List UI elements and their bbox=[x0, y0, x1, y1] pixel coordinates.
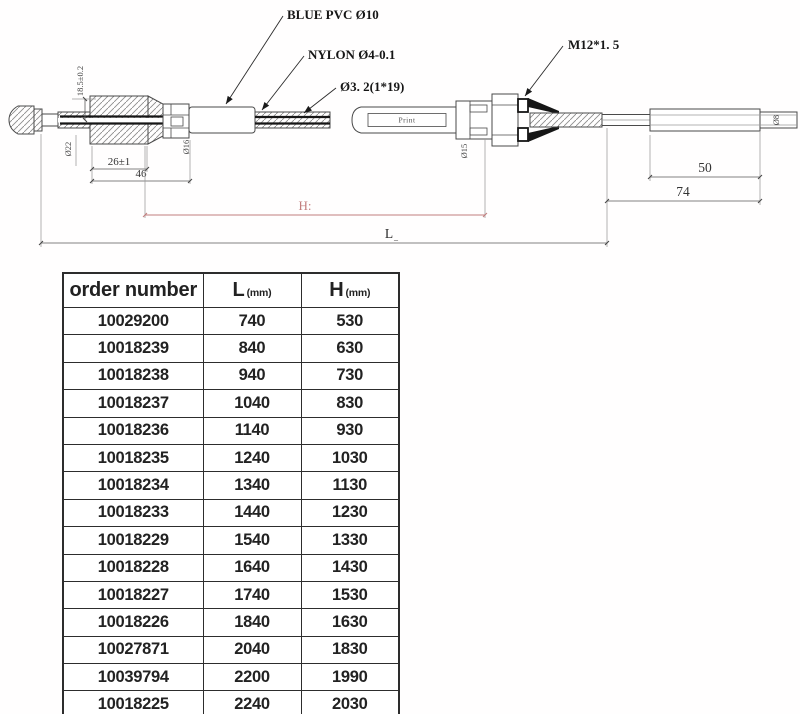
order-number-cell: 10018229 bbox=[63, 527, 203, 554]
l-value-cell: 1140 bbox=[203, 417, 301, 444]
dim-tube-length bbox=[650, 131, 760, 205]
cable-strand-label: Ø3. 2(1*19) bbox=[340, 79, 405, 94]
table-row bbox=[63, 636, 399, 663]
table-row bbox=[63, 417, 399, 444]
cable-section-right bbox=[530, 113, 650, 127]
order-number-cell: 10029200 bbox=[63, 308, 203, 335]
table-row bbox=[63, 390, 399, 417]
l-value-cell: 1340 bbox=[203, 472, 301, 499]
l-value-cell: 1640 bbox=[203, 554, 301, 581]
l-value-cell: 2240 bbox=[203, 691, 301, 714]
table-row bbox=[63, 581, 399, 608]
order-number-cell: 10018239 bbox=[63, 335, 203, 362]
h-dimension-label: H: bbox=[298, 198, 312, 213]
tube-dia-dim: Ø8 bbox=[771, 114, 781, 126]
table-row bbox=[63, 362, 399, 389]
size-table bbox=[62, 272, 400, 714]
order-number-cell: 10018236 bbox=[63, 417, 203, 444]
dim-housing-length bbox=[92, 140, 190, 184]
table-row bbox=[63, 691, 399, 714]
table-header-row bbox=[63, 273, 399, 308]
order-number-cell: 10018234 bbox=[63, 472, 203, 499]
table-row bbox=[63, 609, 399, 636]
col-header-order-number: order number bbox=[63, 273, 203, 308]
h-value-cell: 1530 bbox=[301, 581, 399, 608]
col-header-h: H (mm) bbox=[301, 273, 399, 308]
order-number-cell: 10018226 bbox=[63, 609, 203, 636]
cable-section-left bbox=[255, 112, 330, 128]
l-value-cell: 1040 bbox=[203, 390, 301, 417]
nylon-label: NYLON Ø4-0.1 bbox=[308, 47, 396, 62]
l-value-cell: 1440 bbox=[203, 499, 301, 526]
table-row bbox=[63, 499, 399, 526]
h-value-cell: 1030 bbox=[301, 444, 399, 471]
h-value-cell: 730 bbox=[301, 362, 399, 389]
h-value-cell: 830 bbox=[301, 390, 399, 417]
l-value-cell: 1740 bbox=[203, 581, 301, 608]
tube-length-value: 50 bbox=[698, 160, 712, 175]
hex-nut bbox=[492, 94, 518, 146]
order-number-cell: 10039794 bbox=[63, 664, 203, 691]
l-value-cell: 2040 bbox=[203, 636, 301, 663]
adjuster-collar bbox=[163, 104, 189, 138]
cable-technical-drawing bbox=[0, 0, 800, 265]
order-number-cell: 10018227 bbox=[63, 581, 203, 608]
l-value-cell: 740 bbox=[203, 308, 301, 335]
pvc-sleeve bbox=[189, 107, 255, 133]
table-row bbox=[63, 554, 399, 581]
slotted-block bbox=[456, 101, 492, 139]
h-value-cell: 630 bbox=[301, 335, 399, 362]
callout-thread bbox=[525, 37, 620, 96]
l-dimension-label: L bbox=[384, 226, 394, 241]
table-row bbox=[63, 472, 399, 499]
order-number-cell: 10027871 bbox=[63, 636, 203, 663]
threaded-rod bbox=[352, 107, 456, 133]
order-number-cell: 10018235 bbox=[63, 444, 203, 471]
h-value-cell: 1330 bbox=[301, 527, 399, 554]
adjuster-dia-dim: Ø16 bbox=[181, 139, 191, 155]
l-value-cell: 2200 bbox=[203, 664, 301, 691]
h-value-cell: 2030 bbox=[301, 691, 399, 714]
l-value-cell: 1240 bbox=[203, 444, 301, 471]
table-row bbox=[63, 664, 399, 691]
table-row bbox=[63, 527, 399, 554]
order-number-cell: 10018237 bbox=[63, 390, 203, 417]
h-value-cell: 1130 bbox=[301, 472, 399, 499]
thread-label: M12*1. 5 bbox=[568, 37, 620, 52]
order-number-cell: 10018228 bbox=[63, 554, 203, 581]
dim-end-length bbox=[607, 128, 760, 247]
dim-h bbox=[145, 139, 485, 218]
col-header-l: L (mm) bbox=[203, 273, 301, 308]
end-length-value: 74 bbox=[676, 184, 690, 199]
h-value-cell: 1630 bbox=[301, 609, 399, 636]
l-value-cell: 1540 bbox=[203, 527, 301, 554]
h-value-cell: 1830 bbox=[301, 636, 399, 663]
l-value-cell: 840 bbox=[203, 335, 301, 362]
order-number-cell: 10018225 bbox=[63, 691, 203, 714]
h-value-cell: 1230 bbox=[301, 499, 399, 526]
table-row bbox=[63, 335, 399, 362]
h-value-cell: 1990 bbox=[301, 664, 399, 691]
order-number-cell: 10018238 bbox=[63, 362, 203, 389]
l-dimension-suffix: _ bbox=[394, 233, 398, 242]
h-value-cell: 930 bbox=[301, 417, 399, 444]
order-number-cell: 10018233 bbox=[63, 499, 203, 526]
print-marking: Print bbox=[398, 115, 416, 125]
housing-length-value: 46 bbox=[135, 168, 147, 180]
dim-l bbox=[41, 134, 607, 247]
h-value-cell: 530 bbox=[301, 308, 399, 335]
table-row bbox=[63, 308, 399, 335]
barrel-depth-dim: 18.5±0.2 bbox=[75, 65, 85, 97]
l-value-cell: 940 bbox=[203, 362, 301, 389]
barrel-length-value: 26±1 bbox=[107, 156, 131, 168]
l-value-cell: 1840 bbox=[203, 609, 301, 636]
h-value-cell: 1430 bbox=[301, 554, 399, 581]
rod-dia-dim: Ø15 bbox=[459, 143, 469, 159]
barrel-dia-dim: Ø22 bbox=[63, 141, 73, 157]
blue-pvc-label: BLUE PVC Ø10 bbox=[287, 7, 379, 22]
table-row bbox=[63, 444, 399, 471]
barrel-housing bbox=[58, 96, 168, 144]
